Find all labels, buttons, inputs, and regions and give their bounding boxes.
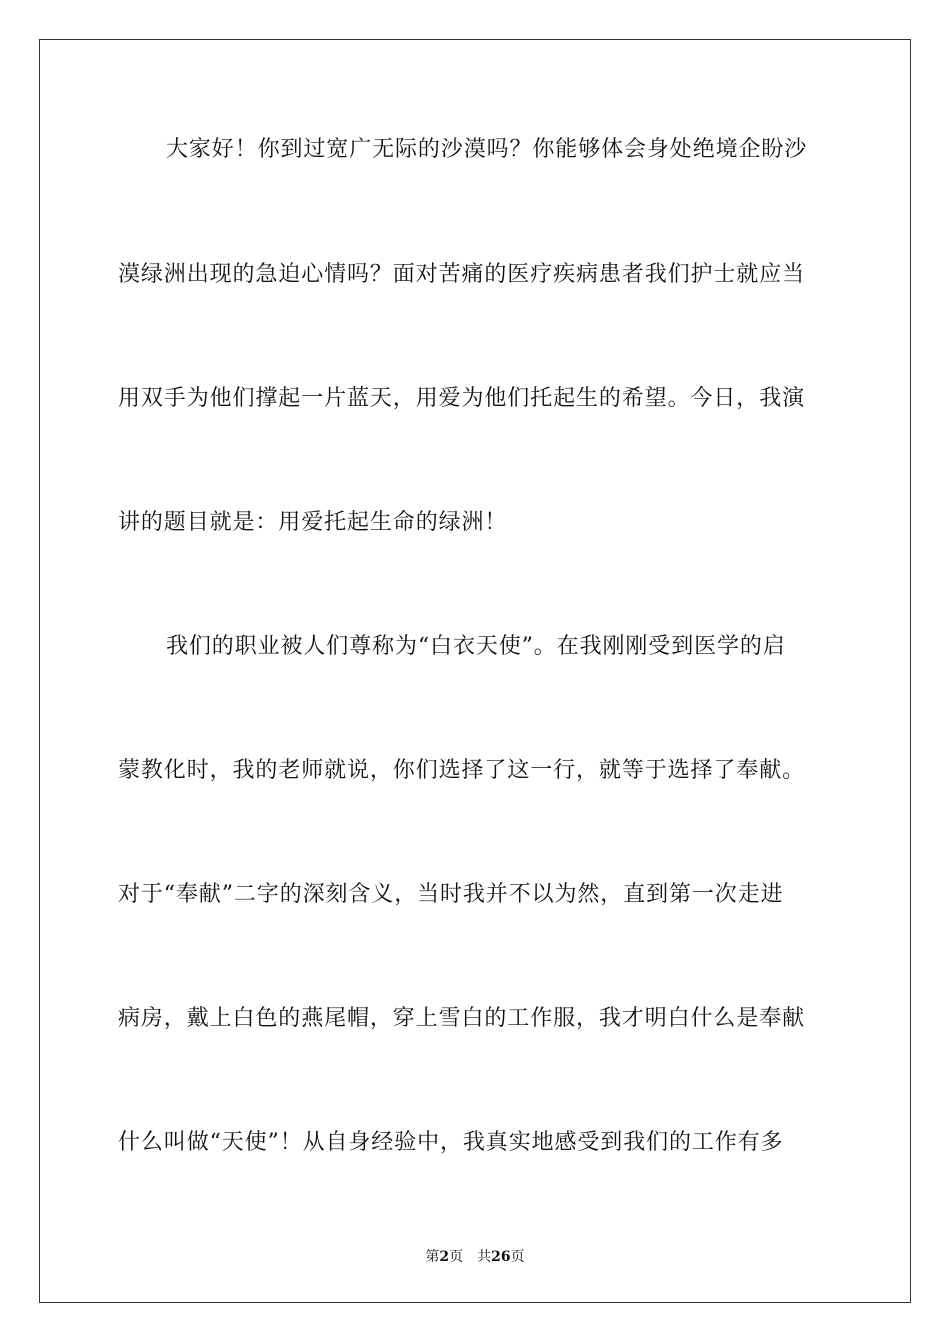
paragraph-1-line-3: 用双手为他们撑起一片蓝天，用爱为他们托起生的希望。今日，我演 xyxy=(118,386,806,411)
paragraph-2-line-5: 什么叫做“天使”！从自身经验中，我真实地感受到我们的工作有多 xyxy=(118,1130,784,1155)
page-border xyxy=(39,39,911,1303)
paragraph-2-line-2: 蒙教化时，我的老师就说，你们选择了这一行，就等于选择了奉献。 xyxy=(118,758,806,783)
paragraph-2-line-1: 我们的职业被人们尊称为“白衣天使”。在我刚刚受到医学的启 xyxy=(166,634,786,659)
paragraph-1-line-1: 大家好！你到过宽广无际的沙漠吗？你能够体会身处绝境企盼沙 xyxy=(166,137,808,162)
total-prefix: 共 xyxy=(477,1249,492,1265)
paragraph-1-line-2: 漠绿洲出现的急迫心情吗？面对苦痛的医疗疾病患者我们护士就应当 xyxy=(118,262,806,287)
paragraph-2-line-3: 对于“奉献”二字的深刻含义，当时我并不以为然，直到第一次走进 xyxy=(118,882,784,907)
paragraph-1-line-4: 讲的题目就是：用爱托起生命的绿洲！ xyxy=(118,510,508,535)
page-prefix: 第 xyxy=(425,1249,440,1265)
total-suffix: 页 xyxy=(510,1249,525,1265)
page-number: 2 xyxy=(439,1249,450,1265)
paragraph-2-line-4: 病房，戴上白色的燕尾帽，穿上雪白的工作服，我才明白什么是奉献 xyxy=(118,1006,806,1031)
page-footer xyxy=(0,1248,950,1266)
page-suffix: 页 xyxy=(449,1249,464,1265)
total-pages: 26 xyxy=(491,1249,511,1265)
